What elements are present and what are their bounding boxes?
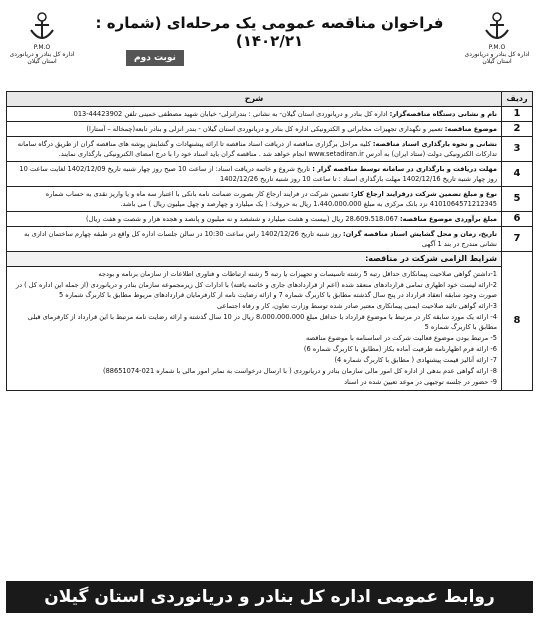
- row-number: 7: [502, 227, 533, 252]
- table-row: [7, 162, 533, 187]
- row-number: 3: [502, 137, 533, 162]
- turn-badge: نوبت دوم: [126, 50, 184, 66]
- row-label: نشانی و نحوه بارگذاری اسناد مناقصه:: [372, 140, 497, 148]
- row-desc: [7, 107, 502, 122]
- tender-notice: [6, 8, 533, 613]
- table-row: [7, 227, 533, 252]
- row-number: 4: [502, 162, 533, 187]
- condition-item: 9- حضور در جلسه توجیهی در موعد تعیین شده در اسناد: [344, 378, 497, 386]
- condition-item: 4- ارائه یک مورد سابقه کار در مرتبط با موضوع قرارداد با حداقل مبلغ 8،000،000،000 ریال در 10 سال گذشته و ارائه رضایت نامه مرتبط با این قرارداد از کارفرمای قبلی مطابق با کاربرگ شماره 5: [27, 313, 497, 331]
- row-label: مبلغ برآوردی موضوع مناقصه:: [400, 215, 497, 223]
- table-row: [7, 122, 533, 137]
- conditions-title: شرایط الزامی شرکت در مناقصه:: [7, 252, 501, 267]
- table-header-row: [7, 92, 533, 107]
- row-text: روز شنبه تاریخ 1402/12/26 راس ساعت 10:30 در سالن جلسات اداره کل واقع در طبقه چهارم ساختمان اداری به نشانی مندرج در بند 1 آگهی: [24, 230, 497, 248]
- anchor-emblem-icon: [482, 10, 512, 44]
- footer-banner: روابط عمومی اداره کل بنادر و دریانوردی استان گیلان: [6, 581, 533, 613]
- table-row: [7, 212, 533, 227]
- notice-title: فراخوان مناقصه عمومی یک مرحله‌ای (شماره : ۱۴۰۲/۲۱): [95, 14, 444, 50]
- col-row-header: ردیف: [502, 92, 533, 107]
- subheader: [86, 50, 453, 72]
- condition-item: 7- ارائه آنالیز قیمت پیشنهادی ( مطابق با کاربرگ شماره 4): [334, 356, 497, 364]
- row-number: 6: [502, 212, 533, 227]
- condition-item: 3-ارائه گواهی تائید صلاحیت ایمنی پیمانکاری معتبر صادر شده توسط وزارت تعاون، کار و رفاه اجتماعی: [217, 302, 497, 310]
- row-label: موضوع مناقصه:: [444, 125, 497, 133]
- col-desc-header: شرح: [7, 92, 502, 107]
- row-desc: [7, 187, 502, 212]
- tender-table: [6, 91, 533, 391]
- row-text: اداره کل بنادر و دریانوردی استان گیلان- به نشانی : بندرانزلی- خیابان شهید مصطفی خمینی تلفن 44423902-013: [73, 110, 390, 118]
- row-number: 1: [502, 107, 533, 122]
- row-text: تاریخ شروع و خاتمه دریافت اسناد: از ساعت 10 صبح روز چهار شنبه تاریخ 1402/12/09 لغایت ساعت 10 روز چهار شنبه تاریخ 1402/12/16 مهلت بارگذاری اسناد : تا ساعت 10 روز شنبه تاریخ 1402/12/26: [19, 165, 497, 183]
- row-text: تعمیر و نگهداری تجهیزات مخابراتی و الکترونیکی اداره کل بنادر و دریانوردی استان گیلان - بندر انزلی و بنادر تابعه(چمخاله – آستارا): [86, 125, 445, 133]
- condition-item: 5- مرتبط بودن موضوع فعالیت شرکت در اساسنامه با موضوع مناقصه: [305, 334, 497, 342]
- header: [6, 8, 533, 88]
- org-name-right: اداره کل بنادر و دریانوردی استان گیلان: [464, 51, 530, 65]
- condition-item: 2-ارائه لیست خود اظهاری تمامی قراردادهای منعقد شده (اعم از قراردادهای جاری و خاتمه یافته) با ادارات کل زیرمجموعه سازمان بنادر و دریانوردی (از جمله این اداره کل ) در صورت وجود سابقه انعقاد قرارداد در پنج سال گذشته مطابق با کاربرگ شماره 7 و ارائه رضایت نامه از کارفرمایان قراردادهای مربوط مطابق با کاربرگ شماره 5: [15, 281, 497, 299]
- anchor-emblem-icon: [27, 10, 57, 44]
- row-number: 8: [502, 252, 533, 391]
- row-desc: [7, 227, 502, 252]
- table-row: [7, 137, 533, 162]
- row-text: کلیه مراحل برگزاری مناقصه از دریافت اسناد مناقصه تا ارائه پیشنهادات و گشایش پوشه های مناقصه گران از طریق درگاه سامانه تدارکات الکترونیکی دولت (ستاد ایران) به آدرس www.setadiran.ir انجام خواهد شد . مناقصه گران باید اسناد خود را با درج امضای الکترونیکی بارگذاری نمایند.: [17, 140, 497, 158]
- row-label: نوع و مبلغ تضمین شرکت درفرایند ارجاع کار:: [350, 190, 497, 198]
- row-text: 28،609،518،067 ریال (بیست و هشت میلیارد و ششصد و نه میلیون و پانصد و هجده هزار و شصت و هفت ریال): [86, 215, 401, 223]
- conditions-cell: [7, 252, 502, 391]
- row-desc: [7, 162, 502, 187]
- row-label: مهلت دریافت و بارگذاری در سامانه توسط مناقصه گزار :: [312, 165, 497, 173]
- row-number: 5: [502, 187, 533, 212]
- condition-item: 8- ارائه گواهی عدم بدهی از اداره کل امور مالی سازمان بنادر و دریانوردی ( با ارسال درخواست به نمابر امور مالی با شماره 021-88651074): [103, 367, 497, 375]
- row-desc: [7, 212, 502, 227]
- table-row: [7, 107, 533, 122]
- row-number: 2: [502, 122, 533, 137]
- row-desc: [7, 122, 502, 137]
- logo-caption: P.M.O: [33, 44, 51, 51]
- pmo-logo-left: [6, 10, 78, 65]
- org-name-left: اداره کل بنادر و دریانوردی استان گیلان: [9, 51, 75, 65]
- row-text: تضمین شرکت در فرایند ارجاع کار بصورت ضمانت نامه بانکی با اعتبار سه ماه و یا واریز نقدی به حساب شماره 4101064571212345 نزد بانک مرکزی به مبلغ 1،440،000،000 ریال به حروف: ( یک میلیارد و چهارصد و چهل میلیون ریال ) می باشد.: [45, 190, 497, 208]
- conditions-row: [7, 252, 533, 391]
- condition-item: 1-داشتن گواهی صلاحیت پیمانکاری حداقل رتبه 5 رشته تاسیسات و تجهیزات یا رتبه 5 رشته ارتباطات و فناوری اطلاعات از سازمان برنامه و بودجه: [98, 270, 497, 278]
- row-desc: [7, 137, 502, 162]
- table-row: [7, 187, 533, 212]
- row-label: نام و نشانی دستگاه مناقصه‌گزار:: [389, 110, 497, 118]
- logo-caption: P.M.O: [488, 44, 506, 51]
- condition-item: 6- ارائه فرم اظهارنامه ظرفیت آماده بکار (مطابق با کاربرگ شماره 6): [303, 345, 497, 353]
- row-label: تاریخ، زمان و محل گشایش اسناد مناقصه گران:: [343, 230, 497, 238]
- pmo-logo-right: [461, 10, 533, 65]
